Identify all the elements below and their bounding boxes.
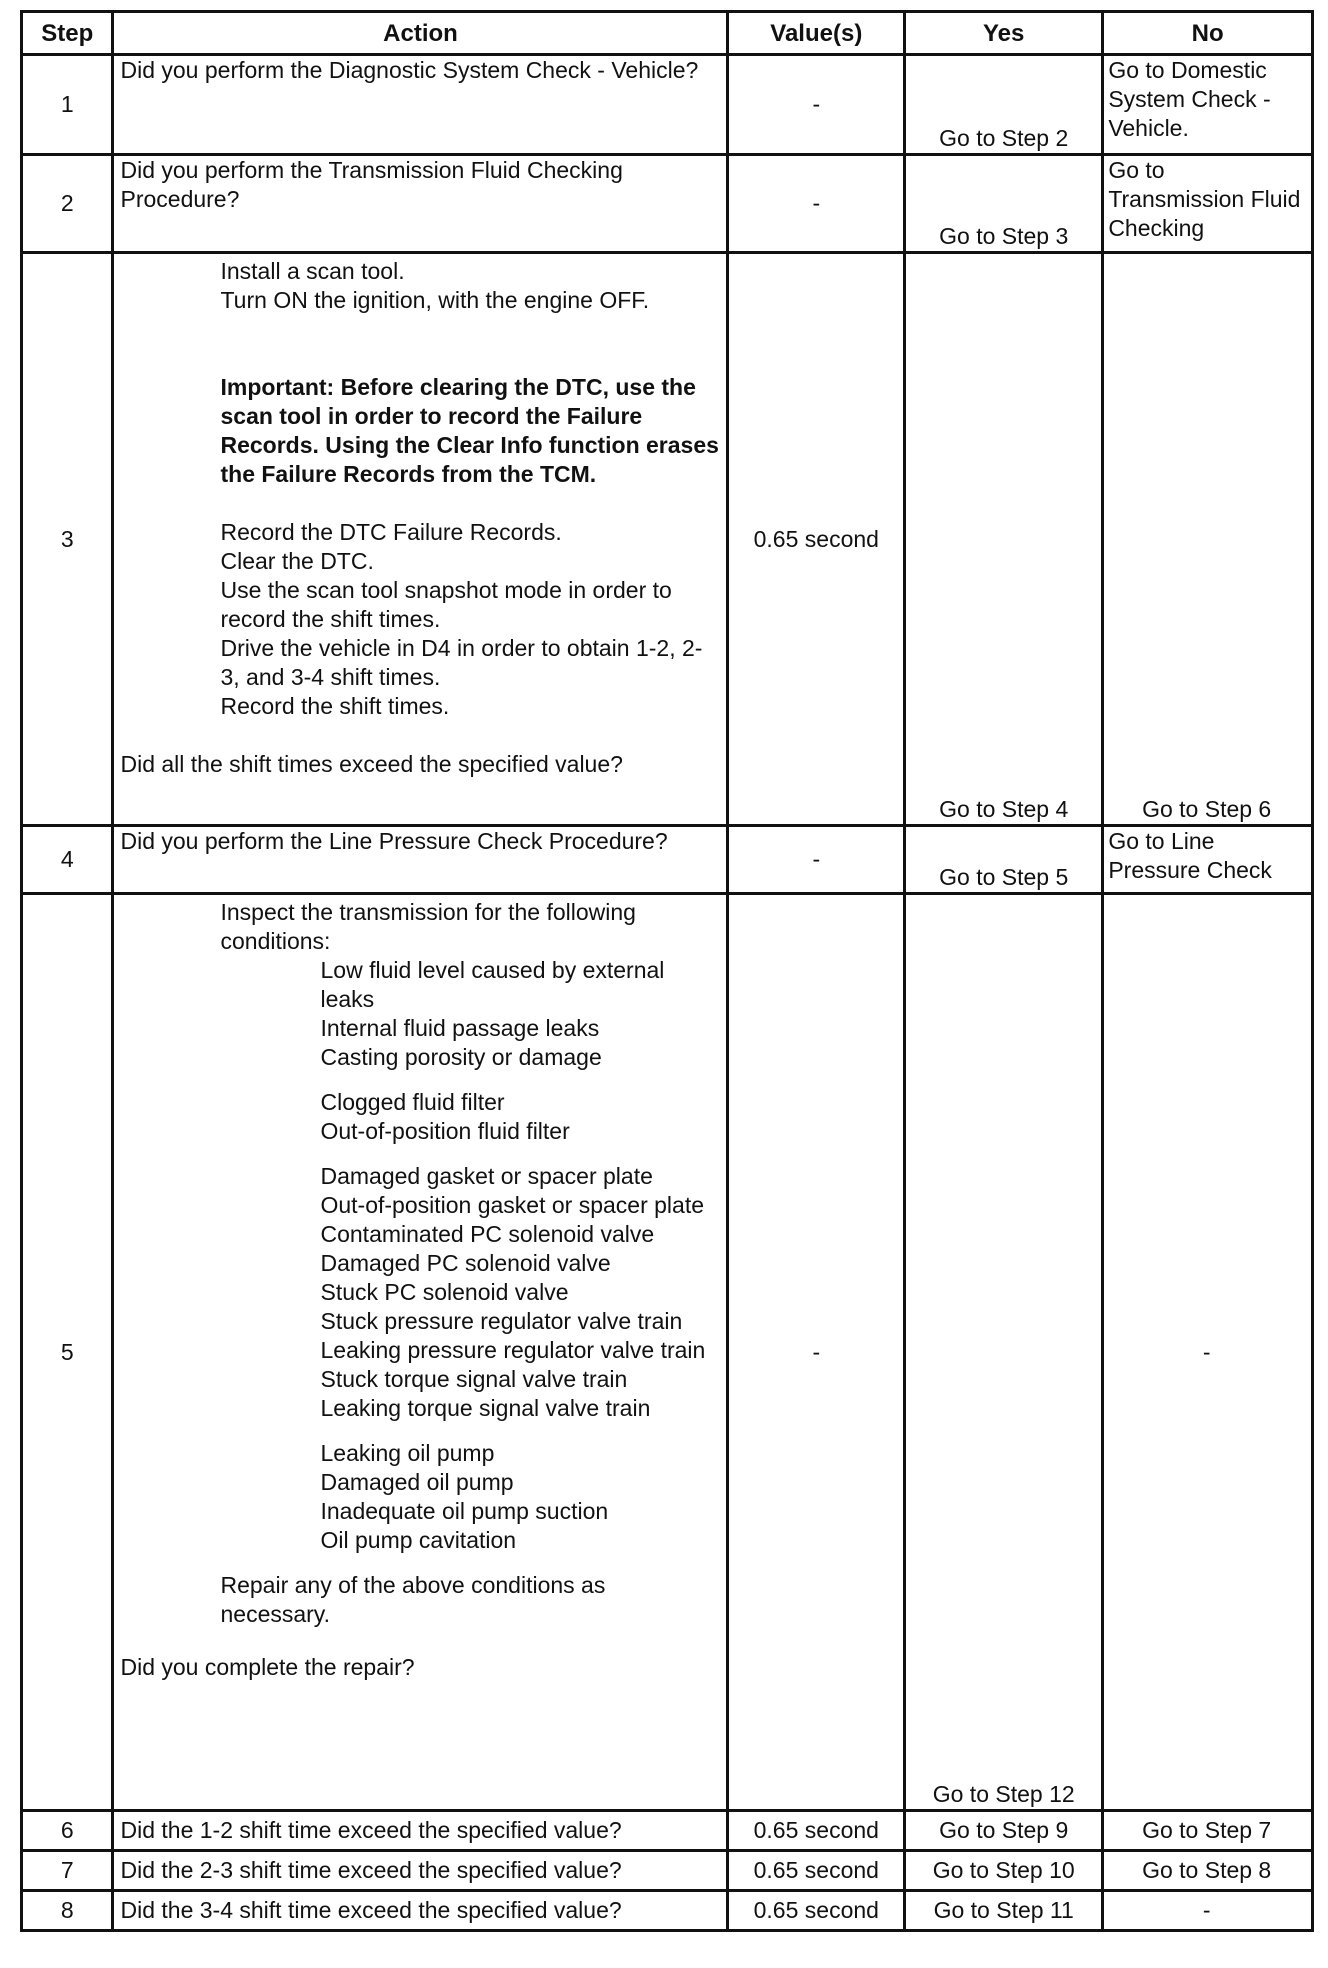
condition-item: Leaking pressure regulator valve train xyxy=(320,1337,706,1363)
value-cell: 0.65 second xyxy=(728,253,905,826)
action-question: Did the 2-3 shift time exceed the specified value? xyxy=(120,1857,622,1883)
action-cell xyxy=(113,1811,728,1851)
condition-item: Stuck PC solenoid valve xyxy=(320,1279,569,1305)
header-action: Action xyxy=(113,12,728,55)
action-instruction: Turn ON the ignition, with the engine OFF. xyxy=(220,287,650,313)
step-number: 1 xyxy=(22,55,113,155)
value-cell: 0.65 second xyxy=(728,1891,905,1931)
condition-item: Out-of-position fluid filter xyxy=(320,1118,570,1144)
table-row xyxy=(22,1891,1313,1931)
action-cell xyxy=(113,55,728,155)
table-row xyxy=(22,155,1313,253)
action-instruction: Record the shift times. xyxy=(220,693,450,719)
condition-item: Inadequate oil pump suction xyxy=(320,1498,609,1524)
step-number: 7 xyxy=(22,1851,113,1891)
table-row xyxy=(22,253,1313,826)
condition-item: Damaged PC solenoid valve xyxy=(320,1250,611,1276)
table-row xyxy=(22,1811,1313,1851)
condition-item: Leaking torque signal valve train xyxy=(320,1395,651,1421)
action-cell xyxy=(113,155,728,253)
action-cell xyxy=(113,894,728,1811)
no-link[interactable]: - xyxy=(1103,1891,1313,1931)
step-number: 4 xyxy=(22,826,113,894)
action-cell xyxy=(113,1851,728,1891)
condition-item: Low fluid level caused by external leaks xyxy=(320,957,671,1012)
action-cell xyxy=(113,826,728,894)
header-values: Value(s) xyxy=(728,12,905,55)
value-cell: 0.65 second xyxy=(728,1811,905,1851)
yes-link[interactable]: Go to Step 3 xyxy=(905,155,1103,253)
action-question: Did the 1-2 shift time exceed the specified value? xyxy=(120,1817,622,1843)
header-no: No xyxy=(1103,12,1313,55)
step-number: 3 xyxy=(22,253,113,826)
yes-link[interactable]: Go to Step 9 xyxy=(905,1811,1103,1851)
value-cell: 0.65 second xyxy=(728,1851,905,1891)
no-link[interactable]: Go to Domestic System Check - Vehicle. xyxy=(1103,55,1313,155)
action-question: Did all the shift times exceed the specified value? xyxy=(120,751,623,777)
action-question: Did the 3-4 shift time exceed the specified value? xyxy=(120,1897,622,1923)
table-row xyxy=(22,1851,1313,1891)
condition-item: Leaking oil pump xyxy=(320,1440,495,1466)
no-link[interactable]: Go to Transmission Fluid Checking xyxy=(1103,155,1313,253)
step-number: 5 xyxy=(22,894,113,1811)
condition-item: Clogged fluid filter xyxy=(320,1089,505,1115)
value-cell: - xyxy=(728,826,905,894)
action-instruction: Install a scan tool. xyxy=(220,258,405,284)
header-row xyxy=(22,12,1313,55)
yes-link[interactable]: Go to Step 2 xyxy=(905,55,1103,155)
yes-link[interactable]: Go to Step 10 xyxy=(905,1851,1103,1891)
step-number: 8 xyxy=(22,1891,113,1931)
action-instruction: Inspect the transmission for the following conditions: xyxy=(220,899,643,954)
condition-item: Oil pump cavitation xyxy=(320,1527,517,1553)
header-yes: Yes xyxy=(905,12,1103,55)
action-question: Did you complete the repair? xyxy=(120,1654,415,1680)
action-cell xyxy=(113,1891,728,1931)
action-cell xyxy=(113,253,728,826)
condition-item: Out-of-position gasket or spacer plate xyxy=(320,1192,705,1218)
condition-item: Stuck pressure regulator valve train xyxy=(320,1308,683,1334)
table-row xyxy=(22,826,1313,894)
action-instruction: Record the DTC Failure Records. xyxy=(220,519,562,545)
value-cell: - xyxy=(728,894,905,1811)
condition-item: Contaminated PC solenoid valve xyxy=(320,1221,655,1247)
no-link[interactable]: Go to Step 7 xyxy=(1103,1811,1313,1851)
value-cell: - xyxy=(728,155,905,253)
no-link[interactable]: Go to Step 8 xyxy=(1103,1851,1313,1891)
no-link[interactable]: Go to Step 6 xyxy=(1103,253,1313,826)
yes-link[interactable]: Go to Step 4 xyxy=(905,253,1103,826)
no-link[interactable]: - xyxy=(1103,894,1313,1811)
condition-item: Damaged gasket or spacer plate xyxy=(320,1163,653,1189)
condition-item: Casting porosity or damage xyxy=(320,1044,602,1070)
yes-link[interactable]: Go to Step 11 xyxy=(905,1891,1103,1931)
no-link[interactable]: Go to Line Pressure Check xyxy=(1103,826,1313,894)
action-question: Did you perform the Transmission Fluid Checking Procedure? xyxy=(120,157,630,212)
action-instruction: Clear the DTC. xyxy=(220,548,374,574)
step-number: 2 xyxy=(22,155,113,253)
value-cell: - xyxy=(728,55,905,155)
action-question: Did you perform the Line Pressure Check Procedure? xyxy=(120,828,668,854)
table-row xyxy=(22,894,1313,1811)
yes-link[interactable]: Go to Step 12 xyxy=(905,894,1103,1811)
action-instruction: Drive the vehicle in D4 in order to obtain 1-2, 2-3, and 3-4 shift times. xyxy=(220,635,703,690)
action-instruction: Use the scan tool snapshot mode in order to record the shift times. xyxy=(220,577,679,632)
condition-item: Damaged oil pump xyxy=(320,1469,514,1495)
header-step: Step xyxy=(22,12,113,55)
important-note: Important: Before clearing the DTC, use the scan tool in order to record the Failure Records. Using the Clear Info function erases the Failure Records from the TCM. xyxy=(220,374,726,487)
yes-link[interactable]: Go to Step 5 xyxy=(905,826,1103,894)
condition-item: Internal fluid passage leaks xyxy=(320,1015,600,1041)
diagnostic-table xyxy=(20,10,1314,1932)
action-instruction: Repair any of the above conditions as necessary. xyxy=(220,1572,612,1627)
condition-item: Stuck torque signal valve train xyxy=(320,1366,628,1392)
action-question: Did you perform the Diagnostic System Check - Vehicle? xyxy=(120,57,699,83)
step-number: 6 xyxy=(22,1811,113,1851)
table-row xyxy=(22,55,1313,155)
